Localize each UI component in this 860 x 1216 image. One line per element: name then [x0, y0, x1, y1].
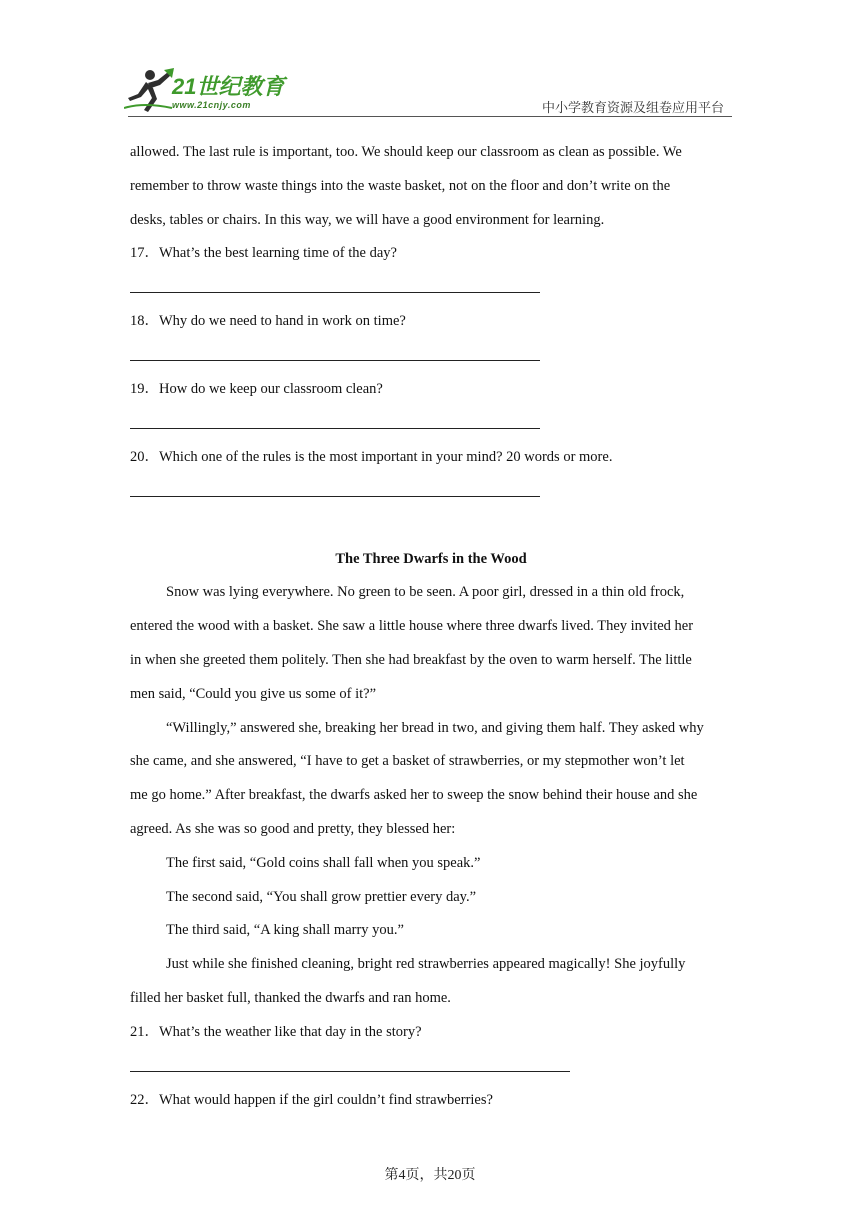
page-header	[0, 0, 860, 120]
section-gap	[130, 509, 732, 543]
story-line: she came, and she answered, “I have to get a basket of strawberries, or my stepmother won’t let	[130, 753, 685, 770]
question-text: Why do we need to hand in work on time?	[159, 313, 406, 330]
question-number: 20．	[130, 448, 159, 465]
question-21	[130, 1016, 732, 1084]
question-number: 17．	[130, 245, 159, 262]
answer-line[interactable]	[130, 1050, 732, 1084]
answer-line[interactable]	[130, 475, 732, 509]
blessing-line: The third said, “A king shall marry you.”	[166, 922, 404, 939]
passage-line: desks, tables or chairs. In this way, we will have a good environment for learning.	[130, 211, 605, 228]
story-line: agreed. As she was so good and pretty, they blessed her:	[130, 820, 456, 837]
logo-wordmark: 21世纪教育	[172, 74, 285, 99]
passage-ending	[130, 136, 732, 237]
story-line: me go home.” After breakfast, the dwarfs asked her to sweep the snow behind their house and she	[130, 787, 698, 804]
blessing-line: The second said, “You shall grow prettier every day.”	[166, 888, 477, 905]
runner-logo-icon	[124, 68, 176, 114]
answer-line[interactable]	[130, 407, 732, 441]
answer-line[interactable]	[130, 271, 732, 305]
story-paragraph-1	[130, 576, 732, 711]
platform-tagline: 中小学教育资源及组卷应用平台	[541, 100, 724, 115]
passage-line: allowed. The last rule is important, too. We should keep our classroom as clean as possible. We	[130, 144, 682, 160]
question-text: What would happen if the girl couldn’t find strawberries?	[159, 1091, 493, 1108]
story-line: entered the wood with a basket. She saw a little house where three dwarfs lived. They invited her	[130, 618, 694, 635]
passage-line: remember to throw waste things into the waste basket, not on the floor and don’t write on the	[130, 177, 671, 194]
question-text: How do we keep our classroom clean?	[159, 380, 383, 397]
question-number: 21．	[130, 1023, 159, 1040]
logo-url: www.21cnjy.com	[172, 100, 251, 110]
answer-line[interactable]	[130, 339, 732, 373]
story-paragraph-3	[130, 948, 732, 1016]
story-line: Just while she finished cleaning, bright red strawberries appeared magically! She joyfully	[166, 956, 686, 973]
story-line: filled her basket full, thanked the dwarfs and ran home.	[130, 989, 451, 1006]
question-22	[130, 1084, 732, 1118]
story-line: “Willingly,” answered she, breaking her bread in two, and giving them half. They asked why	[166, 719, 704, 736]
story-paragraph-2	[130, 712, 732, 847]
page-number: 第4页，共20页	[384, 1168, 476, 1183]
question-20	[130, 441, 732, 509]
blessing-line: The first said, “Gold coins shall fall when you speak.”	[166, 854, 481, 871]
page-content	[130, 136, 732, 1117]
story-line: men said, “Could you give us some of it?”	[130, 685, 377, 702]
question-18	[130, 305, 732, 373]
question-text: Which one of the rules is the most important in your mind? 20 words or more.	[159, 448, 613, 465]
question-number: 18．	[130, 313, 159, 330]
story-title: The Three Dwarfs in the Wood	[335, 550, 527, 567]
dwarf-blessings	[130, 847, 732, 948]
question-text: What’s the weather like that day in the story?	[159, 1023, 422, 1040]
logo	[124, 68, 324, 114]
story-line: in when she greeted them politely. Then she had breakfast by the oven to warm herself. The little	[130, 651, 692, 668]
question-number: 19．	[130, 380, 159, 397]
question-number: 22．	[130, 1091, 159, 1108]
question-19	[130, 373, 732, 441]
story-line: Snow was lying everywhere. No green to be seen. A poor girl, dressed in a thin old frock,	[166, 584, 685, 601]
header-divider	[128, 116, 732, 117]
question-17	[130, 237, 732, 305]
question-text: What’s the best learning time of the day?	[159, 245, 397, 262]
